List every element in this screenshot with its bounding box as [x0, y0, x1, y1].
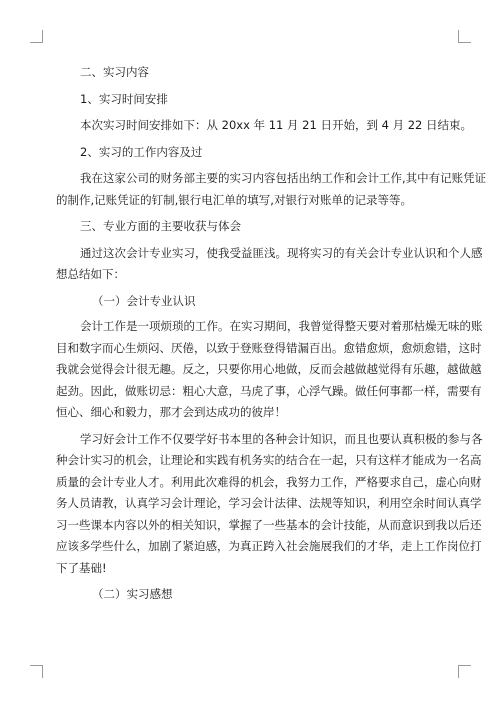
- sub1-paragraph-2: [56, 429, 483, 580]
- paragraph-line: 我就会觉得会计很无趣。反之，只要你用心地做，反而会越做越觉得有乐趣，越做越: [56, 362, 482, 376]
- crop-mark-bottom-left: [30, 665, 43, 678]
- paragraph-line: 目和数字而心生烦闷、厌倦，以致于登账登得错漏百出。愈错愈烦，愈烦愈错，这时: [56, 340, 482, 355]
- paragraph-line: 想总结如下：: [56, 267, 125, 281]
- paragraph-line: 本次实习时间安排如下：从 20xx 年 11 月 21 日开始，到 4 月 22 日结束。: [80, 118, 473, 132]
- paragraph-line: 的制作,记账凭证的钉制,银行电汇单的填写,对银行对账单的记录等等。: [56, 192, 412, 207]
- paragraph-line: 起劲。因此，做账切忌：粗心大意，马虎了事，心浮气躁。做任何事都一样，需要有: [56, 383, 482, 398]
- paragraph-line: 务人员请教，认真学习会计理论，学习会计法律、法规等知识，利用空余时间认真学: [56, 496, 482, 510]
- document-body: [56, 58, 487, 610]
- paragraph-line: 质量的会计专业人才。利用此次难得的机会，我努力工作，严格要求自己，虚心向财: [56, 474, 482, 489]
- section-heading: 二、实习内容: [80, 65, 149, 79]
- paragraph-line: 恒心、细心和毅力，那才会到达成功的彼岸！: [56, 405, 286, 419]
- work-paragraph: [56, 168, 487, 211]
- crop-mark-top-right: [458, 30, 471, 43]
- crop-mark-top-left: [30, 30, 43, 43]
- paragraph-line: 下了基础!: [56, 560, 107, 575]
- intro-paragraph: [56, 243, 483, 286]
- sub2-heading: （二）实习感想: [92, 587, 173, 601]
- work-heading: 2、实习的工作内容及过: [80, 144, 203, 159]
- gain-heading: 三、专业方面的主要收获与体会: [80, 219, 241, 233]
- paragraph-line: 习一些课本内容以外的相关知识，掌握了一些基本的会计技能，从而意识到我以后还: [56, 517, 482, 532]
- paragraph-line: 会计工作是一项烦琐的工作。在实习期间，我曾觉得整天要对着那枯燥无味的账: [80, 319, 483, 333]
- paragraph-line: 我在这家公司的财务部主要的实习内容包括出纳工作和会计工作,其中有记账凭证: [80, 171, 487, 185]
- sub1-paragraph-1: [56, 316, 483, 424]
- sub1-heading: （一）会计专业认识: [92, 293, 196, 308]
- time-paragraph: [56, 115, 473, 137]
- time-heading: 1、实习时间安排: [80, 91, 168, 106]
- paragraph-line: 学习好会计工作不仅要学好书本里的各种会计知识，而且也要认真积极的参与各: [80, 431, 483, 446]
- crop-mark-bottom-right: [458, 665, 471, 678]
- paragraph-line: 应该多学些什么，加剧了紧迫感，为真正跨入社会施展我们的才华，走上工作岗位打: [56, 539, 482, 553]
- paragraph-line: 通过这次会计专业实习，使我受益匪浅。现将实习的有关会计专业认识和个人感: [80, 245, 483, 260]
- paragraph-line: 种会计实习的机会，让理论和实践有机务实的结合在一起，只有这样才能成为一名高: [56, 453, 482, 467]
